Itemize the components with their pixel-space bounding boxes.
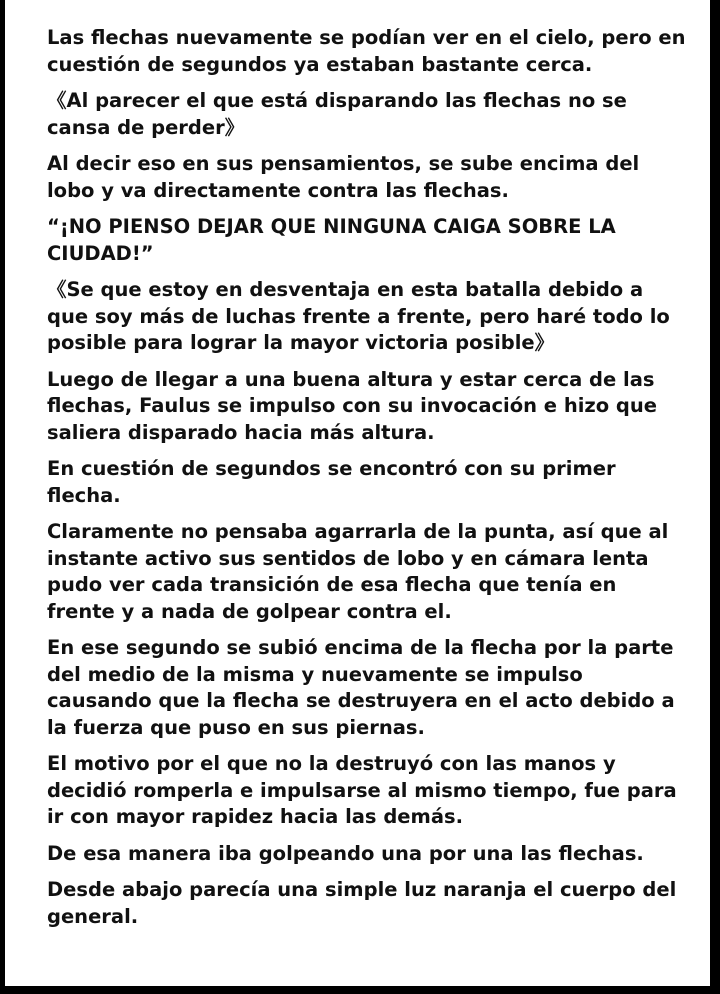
paragraph-5: 《Se que estoy en desventaja en esta batalla debido a que soy más de luchas frente a frente, pero haré todo lo posible para lograr la mayor victoria posible》	[47, 278, 670, 354]
paragraph-10: El motivo por el que no la destruyó con las manos y decidió romperla e impulsarse al mismo tiempo, fue para ir con mayor rapidez hacia las demás.	[47, 752, 677, 828]
paragraph-4: “¡NO PIENSO DEJAR QUE NINGUNA CAIGA SOBRE LA CIUDAD!”	[47, 215, 616, 265]
paragraph-9: En ese segundo se subió encima de la flecha por la parte del medio de la misma y nuevamente se impulso causando que la flecha se destruyera en el acto debido a la fuerza que puso en sus piernas.	[47, 636, 675, 739]
paragraph-6: Luego de llegar a una buena altura y estar cerca de las flechas, Faulus se impulso con su invocación e hizo que saliera disparado hacia más altura.	[47, 367, 657, 444]
paragraph-1: Las flechas nuevamente se podían ver en el cielo, pero en cuestión de segundos ya estaban bastante cerca.	[47, 26, 686, 76]
paragraph-12: Desde abajo parecía una simple luz naranja el cuerpo del general.	[47, 878, 677, 928]
paragraph-8: Claramente no pensaba agarrarla de la punta, así que al instante activo sus sentidos de lobo y en cámara lenta pudo ver cada transición de esa flecha que tenía en frente y a nada de golpear contra el.	[47, 520, 669, 623]
paragraph-3: Al decir eso en sus pensamientos, se sube encima del lobo y va directamente contra las flechas.	[47, 152, 640, 202]
document-body	[47, 25, 687, 940]
paragraph-2: 《Al parecer el que está disparando las flechas no se cansa de perder》	[47, 89, 627, 139]
document-page	[5, 0, 710, 986]
paragraph-11: De esa manera iba golpeando una por una las flechas.	[47, 841, 644, 865]
paragraph-7: En cuestión de segundos se encontró con su primer flecha.	[47, 457, 616, 507]
